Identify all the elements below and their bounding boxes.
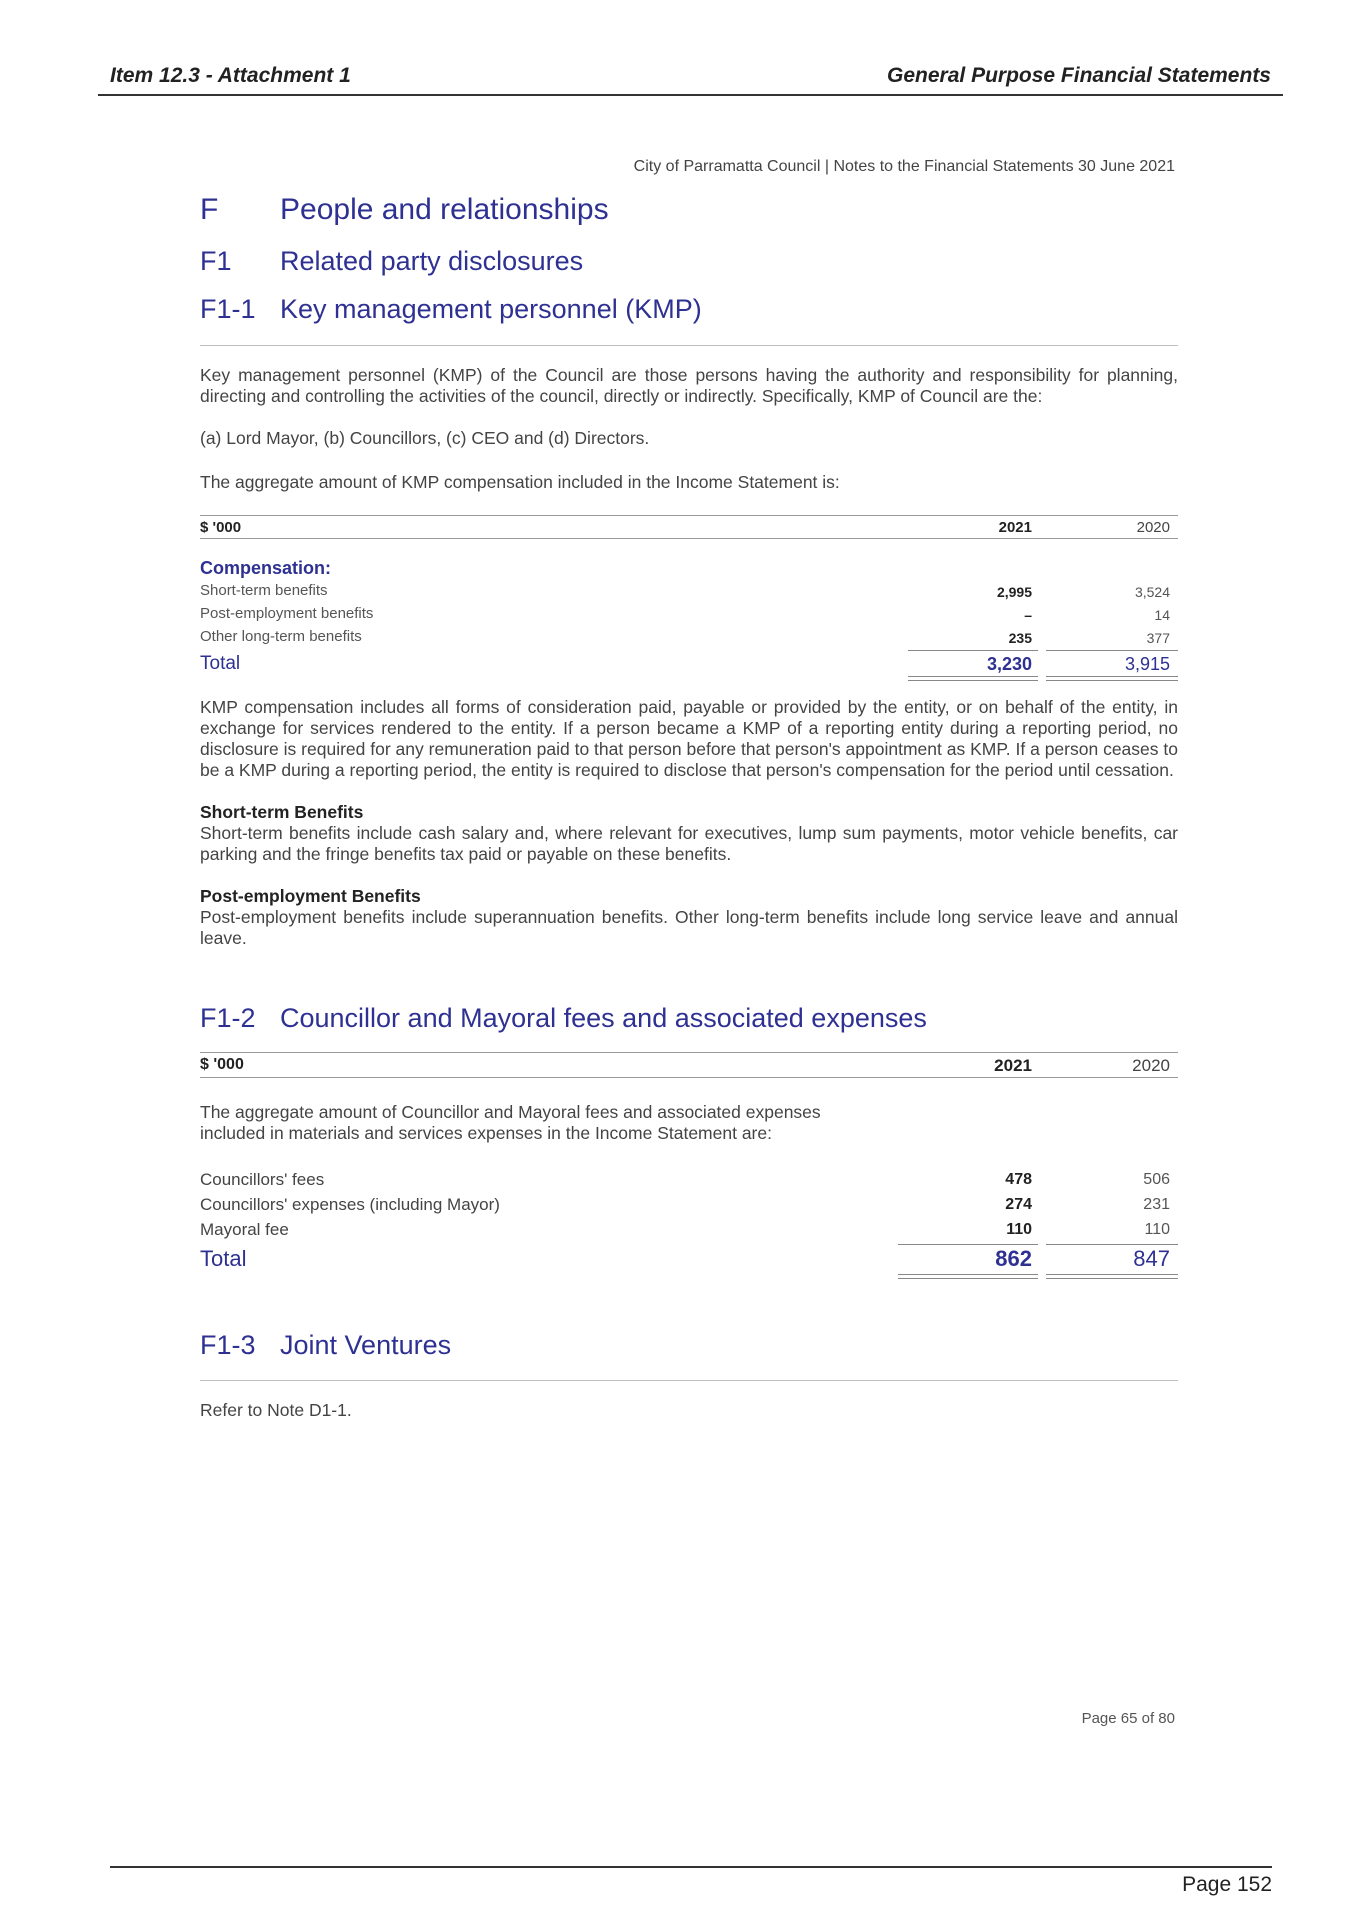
short-term-benefits-text: Short-term benefits include cash salary and, where relevant for executives, lump sum payments, motor vehicle benefits, car parking and the fringe benefits tax paid or payable on these benefits. [200, 823, 1178, 864]
total-double-rule-2021 [898, 1274, 1038, 1279]
table-header-row [200, 1052, 1178, 1078]
document-header [98, 62, 1283, 96]
table-row [200, 628, 1178, 650]
subtotal-rule-2020 [1046, 1244, 1178, 1245]
section-number: F1 [200, 246, 232, 276]
total-2021: 3,230 [986, 654, 1032, 674]
compensation-group-heading: Compensation: [200, 558, 332, 578]
total-double-rule-2020 [1046, 676, 1178, 681]
value-2021: 274 [1005, 1196, 1032, 1213]
value-2020: 506 [1143, 1171, 1170, 1188]
column-header-2020: 2020 [1132, 1056, 1170, 1075]
table-row [200, 582, 1178, 604]
total-double-rule-2021 [908, 676, 1038, 681]
total-label: Total [200, 653, 241, 674]
total-double-rule-2020 [1046, 1274, 1178, 1279]
subtotal-rule-2021 [908, 650, 1038, 651]
section-title: Key management personnel (KMP) [280, 294, 702, 324]
section-title: Councillor and Mayoral fees and associated expenses [280, 1003, 927, 1033]
header-attachment-label: Item 12.3 - Attachment 1 [110, 64, 351, 87]
total-2020: 3,915 [1124, 654, 1170, 674]
table-row [200, 1220, 1178, 1244]
table-header-row [200, 515, 1178, 539]
total-row [200, 1246, 1178, 1276]
section-number: F1-2 [200, 1003, 256, 1033]
section-divider [200, 1380, 1178, 1381]
header-document-title: General Purpose Financial Statements [887, 64, 1271, 87]
section-title: Joint Ventures [280, 1330, 452, 1360]
table-row [200, 1170, 1178, 1194]
section-f-heading [200, 193, 1100, 229]
column-header-2021: 2021 [994, 1056, 1032, 1075]
post-employment-benefits-heading: Post-employment Benefits [200, 886, 421, 906]
column-header-2021: 2021 [998, 519, 1032, 536]
row-label: Councillors' expenses (including Mayor) [200, 1195, 500, 1214]
section-divider [200, 345, 1178, 346]
table-row [200, 1195, 1178, 1219]
row-label: Short-term benefits [200, 582, 328, 599]
unit-label: $ '000 [200, 1056, 244, 1073]
value-2020: 377 [1146, 630, 1170, 646]
section-f1-heading [200, 246, 1100, 280]
inner-page-number: Page 65 of 80 [1081, 1710, 1175, 1727]
subtotal-rule-2021 [898, 1244, 1038, 1245]
section-f1-3-heading [200, 1330, 1100, 1364]
fees-intro-paragraph: The aggregate amount of Councillor and Mayoral fees and associated expenses included in materials and services expenses in the Income Statement are: [200, 1102, 821, 1143]
value-2021: – [1024, 607, 1032, 623]
row-label: Councillors' fees [200, 1170, 325, 1189]
short-term-benefits-heading: Short-term Benefits [200, 802, 364, 822]
section-number: F [200, 193, 219, 226]
kmp-explanation-paragraph: KMP compensation includes all forms of consideration paid, payable or provided by the entity, or on behalf of the entity, in exchange for services rendered to the entity. If a person became a KMP of a reporting entity during a reporting period, no disclosure is required for any remuneration paid to that person before that person's appointment as KMP. If a person ceases to be a KMP during a reporting period, the entity is required to disclose that person's compensation for the period until cessation. [200, 697, 1178, 780]
section-title: People and relationships [280, 193, 609, 226]
section-number: F1-1 [200, 294, 256, 324]
value-2020: 3,524 [1134, 584, 1170, 600]
unit-label: $ '000 [200, 519, 242, 536]
value-2021: 110 [1006, 1221, 1032, 1238]
kmp-aggregate-paragraph: The aggregate amount of KMP compensation included in the Income Statement is: [200, 472, 840, 492]
value-2020: 110 [1144, 1221, 1170, 1238]
value-2020: 14 [1154, 607, 1170, 623]
value-2021: 235 [1008, 630, 1032, 646]
value-2020: 231 [1143, 1196, 1170, 1213]
row-label: Other long-term benefits [200, 628, 362, 645]
row-label: Mayoral fee [200, 1220, 289, 1239]
kmp-compensation-table [200, 515, 1178, 680]
row-label: Post-employment benefits [200, 605, 374, 622]
total-2020: 847 [1133, 1246, 1170, 1271]
section-number: F1-3 [200, 1330, 256, 1360]
total-2021: 862 [995, 1246, 1032, 1271]
total-label: Total [200, 1246, 247, 1271]
kmp-intro-paragraph: Key management personnel (KMP) of the Council are those persons having the authority and responsibility for planning, directing and controlling the activities of the council, directly or indirectly. Specifically, KMP of Council are the: [200, 365, 1178, 406]
kmp-list-paragraph: (a) Lord Mayor, (b) Councillors, (c) CEO and (d) Directors. [200, 428, 650, 448]
post-employment-benefits-text: Post-employment benefits include superannuation benefits. Other long-term benefits include long service leave and annual leave. [200, 907, 1178, 948]
table-row [200, 605, 1178, 627]
councillor-fees-table [200, 1052, 1178, 1277]
section-title: Related party disclosures [280, 246, 584, 276]
footer-rule [110, 1866, 1272, 1868]
page-footer-number: Page 152 [1182, 1873, 1272, 1896]
joint-ventures-text: Refer to Note D1-1. [200, 1400, 352, 1420]
column-header-2020: 2020 [1136, 519, 1170, 536]
section-f1-2-heading [200, 1003, 1178, 1037]
subtotal-rule-2020 [1046, 650, 1178, 651]
section-f1-1-heading [200, 294, 1100, 328]
notes-subtitle: City of Parramatta Council | Notes to the Financial Statements 30 June 2021 [633, 158, 1175, 175]
value-2021: 478 [1005, 1171, 1032, 1188]
value-2021: 2,995 [996, 584, 1032, 600]
